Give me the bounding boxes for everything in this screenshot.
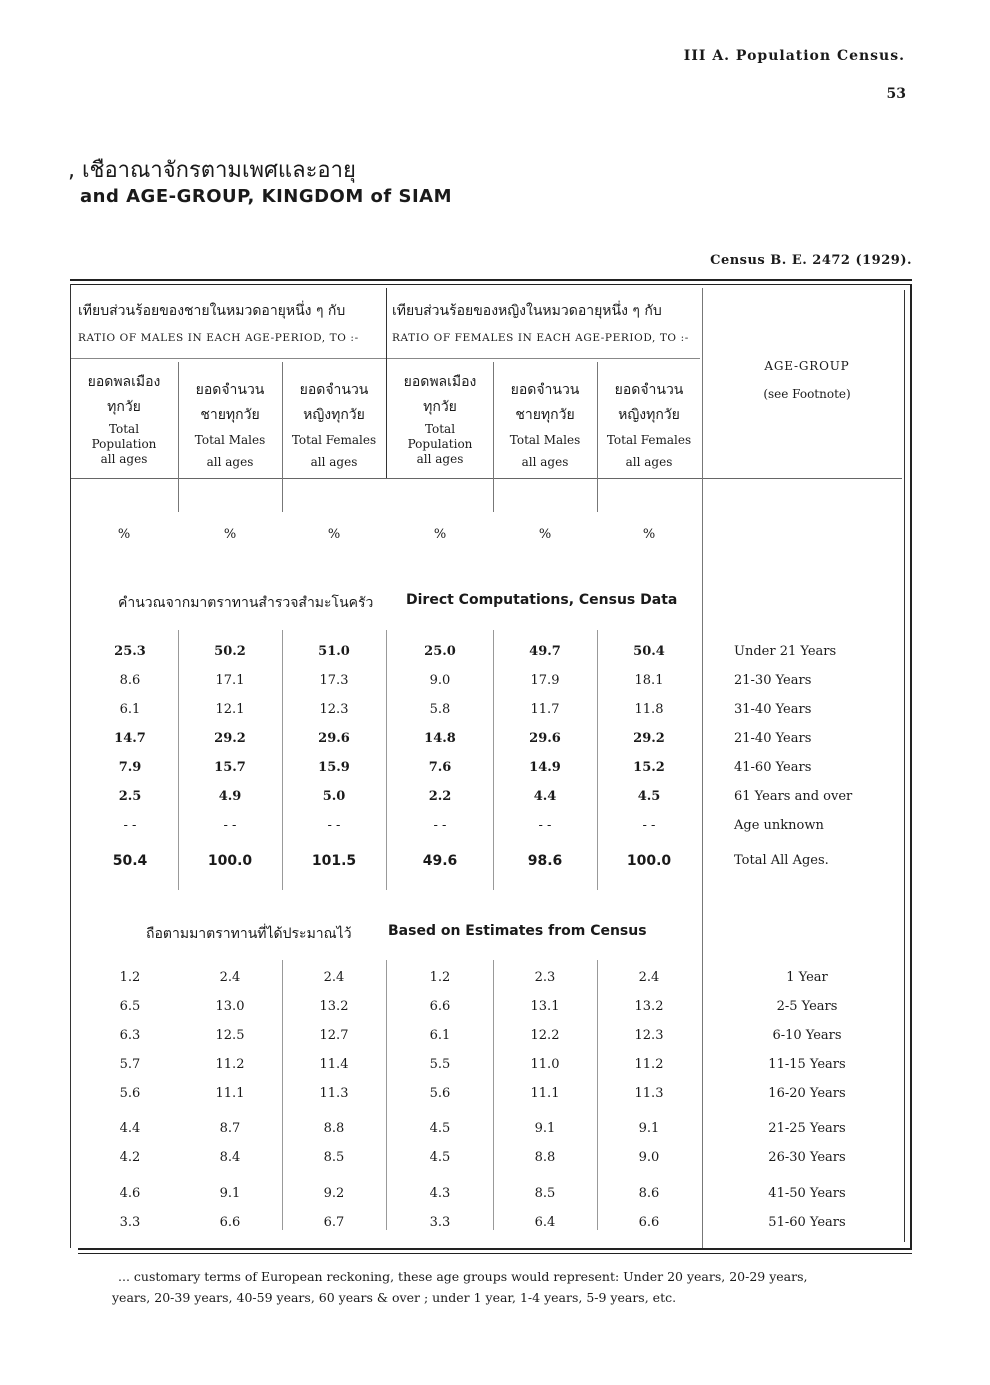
percent-sign: % (327, 527, 341, 542)
col-divider-4-body2 (493, 960, 494, 1230)
page-number: 53 (886, 86, 906, 102)
table-cell: 18.1 (634, 673, 664, 688)
age-group-cell: 41-60 Years (734, 760, 812, 775)
table-cell: 29.6 (529, 731, 561, 746)
col-header-thai: หญิงทุกวัย (303, 407, 365, 423)
col-divider-4-body (493, 630, 494, 890)
table-cell: 6.6 (219, 1215, 241, 1230)
table-cell: 14.8 (424, 731, 456, 746)
table-cell: 98.6 (527, 853, 563, 869)
col-header-thai: ยอดจำนวน (195, 382, 265, 398)
age-group-cell: 21-30 Years (734, 673, 812, 688)
table-cell: 5.0 (322, 789, 346, 804)
table-right-border-inner (904, 290, 905, 1242)
table-cell: 8.4 (219, 1150, 241, 1165)
age-column-border (702, 288, 703, 1248)
table-cell: 15.2 (633, 760, 665, 775)
col-header-english: Total (108, 422, 140, 436)
age-group-cell: Under 21 Years (734, 644, 837, 659)
running-head: III A. Population Census. (683, 48, 905, 64)
table-cell: 4.5 (429, 1150, 451, 1165)
table-cell: 4.3 (429, 1186, 451, 1201)
section2-thai: ถือตามมาตราทานที่ได้ประมาณไว้ (146, 926, 352, 942)
table-cell: 15.9 (318, 760, 350, 775)
title-english: and AGE-GROUP, KINGDOM of SIAM (80, 186, 453, 207)
table-cell: 6.6 (429, 999, 451, 1014)
table-cell: - - (538, 818, 552, 833)
table-cell: 7.6 (428, 760, 452, 775)
table-cell: 6.1 (429, 1028, 451, 1043)
table-top-rule (70, 279, 912, 281)
col-header-english: all ages (521, 455, 569, 469)
table-cell: 12.7 (319, 1028, 349, 1043)
col-header-thai: ทุกวัย (423, 399, 457, 415)
age-group-cell: 16-20 Years (768, 1086, 846, 1101)
table-cell: 11.2 (215, 1057, 245, 1072)
col-header-thai: ยอดจำนวน (510, 382, 580, 398)
table-cell: 11.1 (530, 1086, 560, 1101)
table-cell: 1.2 (119, 970, 141, 985)
col-header-english: all ages (625, 455, 673, 469)
table-cell: 2.3 (534, 970, 556, 985)
table-cell: 8.8 (534, 1150, 556, 1165)
table-cell: 49.6 (422, 853, 458, 869)
table-cell: 14.7 (114, 731, 146, 746)
table-cell: 29.6 (318, 731, 350, 746)
col-header-3 (284, 378, 384, 468)
table-cell: 8.8 (323, 1121, 345, 1136)
col-divider-5-body (597, 630, 598, 890)
age-group-header (712, 352, 902, 408)
age-group-cell: 6-10 Years (772, 1028, 842, 1043)
table-cell: 50.4 (112, 853, 148, 869)
table-cell: 4.2 (119, 1150, 141, 1165)
table-cell: 17.3 (319, 673, 349, 688)
table-cell: 15.7 (214, 760, 246, 775)
col-header-english: all ages (416, 452, 464, 466)
table-cell: 6.3 (119, 1028, 141, 1043)
col-divider-2-body2 (282, 960, 283, 1230)
col-header-thai: ชายทุกวัย (515, 407, 575, 423)
table-cell: 8.5 (323, 1150, 345, 1165)
table-cell: 6.4 (534, 1215, 556, 1230)
table-cell: - - (223, 818, 237, 833)
section1-english: Direct Computations, Census Data (406, 592, 678, 608)
footnote-line-2: years, 20-39 years, 40-59 years, 60 years & over ; under 1 year, 1-4 years, 5-9 years, etc. (112, 1290, 677, 1305)
table-cell: 8.7 (219, 1121, 241, 1136)
age-group-cell: 2-5 Years (776, 999, 838, 1014)
age-group-cell: 21-25 Years (768, 1121, 846, 1136)
col-header-english: all ages (310, 455, 358, 469)
table-cell: 13.2 (634, 999, 664, 1014)
table-cell: - - (327, 818, 341, 833)
table-cell: 6.1 (119, 702, 141, 717)
col-header-english: Population (407, 437, 473, 451)
table-cell: 6.5 (119, 999, 141, 1014)
table-cell: 50.4 (633, 644, 665, 659)
census-label: Census B. E. 2472 (1929). (710, 253, 912, 268)
table-cell: 13.0 (215, 999, 245, 1014)
table-cell: 11.4 (319, 1057, 349, 1072)
table-cell: 3.3 (119, 1215, 141, 1230)
col-header-english: Total (424, 422, 456, 436)
age-group-header-note: (see Footnote) (763, 387, 851, 401)
col-divider-5 (597, 362, 598, 512)
age-group-cell: 1 Year (786, 970, 828, 985)
table-cell: 6.7 (323, 1215, 345, 1230)
table-cell: 5.6 (429, 1086, 451, 1101)
table-bottom-rule (78, 1248, 912, 1250)
table-cell: 9.2 (323, 1186, 345, 1201)
col-header-thai: หญิงทุกวัย (618, 407, 680, 423)
col-header-thai: ยอดพลเมือง (87, 374, 161, 390)
males-group-english: RATIO OF MALES IN EACH AGE-PERIOD, TO :- (78, 332, 359, 344)
table-cell: 11.1 (215, 1086, 245, 1101)
table-cell: 100.0 (207, 853, 253, 869)
col-header-english: Total Males (509, 433, 581, 447)
table-bottom-rule-inner (78, 1253, 912, 1254)
table-cell: 49.7 (529, 644, 561, 659)
age-group-cell: 31-40 Years (734, 702, 812, 717)
title-thai: , เชือาณาจักรตามเพศและอายุ (68, 158, 356, 183)
col-header-4 (388, 370, 492, 465)
col-header-english: Total Males (194, 433, 266, 447)
col-header-6 (599, 378, 699, 468)
table-cell: 50.2 (214, 644, 246, 659)
table-cell: 1.2 (429, 970, 451, 985)
table-cell: 29.2 (214, 731, 246, 746)
col-header-thai: ยอดจำนวน (299, 382, 369, 398)
table-cell: 13.1 (530, 999, 560, 1014)
table-cell: - - (642, 818, 656, 833)
header-divider (70, 478, 902, 479)
section2-english: Based on Estimates from Census (388, 923, 647, 939)
table-cell: 5.7 (119, 1057, 141, 1072)
table-cell: 5.8 (429, 702, 451, 717)
table-cell: 11.8 (634, 702, 664, 717)
table-cell: 2.4 (219, 970, 241, 985)
col-header-english: Total Females (606, 433, 692, 447)
age-group-cell: 21-40 Years (734, 731, 812, 746)
table-cell: 17.9 (530, 673, 560, 688)
table-cell: - - (123, 818, 137, 833)
table-cell: 17.1 (215, 673, 245, 688)
table-cell: 9.0 (638, 1150, 660, 1165)
table-cell: 11.3 (634, 1086, 664, 1101)
table-cell: 4.4 (119, 1121, 141, 1136)
table-cell: 2.4 (323, 970, 345, 985)
table-cell: 8.6 (119, 673, 141, 688)
percent-sign: % (117, 527, 131, 542)
col-header-2 (180, 378, 280, 468)
age-group-cell: Age unknown (734, 818, 824, 833)
table-cell: 9.1 (638, 1121, 660, 1136)
table-cell: 14.9 (529, 760, 561, 775)
table-cell: 12.1 (215, 702, 245, 717)
table-left-border (70, 284, 71, 1248)
col-divider-5-body2 (597, 960, 598, 1230)
table-cell: 4.9 (218, 789, 242, 804)
table-cell: 29.2 (633, 731, 665, 746)
table-cell: 5.5 (429, 1057, 451, 1072)
percent-sign: % (223, 527, 237, 542)
table-cell: 8.5 (534, 1186, 556, 1201)
col-header-english: Population (91, 437, 157, 451)
table-cell: 11.7 (530, 702, 560, 717)
group-separator (386, 288, 387, 478)
table-cell: 101.5 (311, 853, 357, 869)
col-header-thai: ชายทุกวัย (200, 407, 260, 423)
table-cell: 12.3 (319, 702, 349, 717)
col-divider-2-body (282, 630, 283, 890)
table-cell: 9.0 (429, 673, 451, 688)
col-header-english: all ages (206, 455, 254, 469)
table-cell: 11.0 (530, 1057, 560, 1072)
table-cell: 51.0 (318, 644, 350, 659)
table-cell: 2.2 (428, 789, 452, 804)
table-cell: 11.2 (634, 1057, 664, 1072)
table-cell: 4.5 (429, 1121, 451, 1136)
section1-thai: คำนวณจากมาตราทานสำรวจสำมะโนครัว (118, 595, 374, 611)
table-cell: 7.9 (118, 760, 142, 775)
females-group-thai: เทียบส่วนร้อยของหญิงในหมวดอายุหนึ่ง ๆ กับ (392, 303, 662, 319)
percent-sign: % (433, 527, 447, 542)
col-divider-2 (282, 362, 283, 512)
table-cell: 25.0 (424, 644, 456, 659)
age-group-header-title: AGE-GROUP (764, 359, 850, 373)
age-group-cell: 41-50 Years (768, 1186, 846, 1201)
age-group-cell: 51-60 Years (768, 1215, 846, 1230)
table-cell: 12.5 (215, 1028, 245, 1043)
table-cell: 6.6 (638, 1215, 660, 1230)
table-cell: 11.3 (319, 1086, 349, 1101)
table-cell: 100.0 (626, 853, 672, 869)
age-group-cell: Total All Ages. (734, 853, 829, 868)
females-group-english: RATIO OF FEMALES IN EACH AGE-PERIOD, TO :- (392, 332, 689, 344)
col-divider-4 (493, 362, 494, 512)
age-group-cell: 11-15 Years (768, 1057, 846, 1072)
table-cell: - - (433, 818, 447, 833)
age-group-cell: 61 Years and over (734, 789, 853, 804)
table-cell: 12.2 (530, 1028, 560, 1043)
col-header-5 (495, 378, 595, 468)
table-cell: 2.5 (118, 789, 142, 804)
col-header-1 (72, 370, 176, 465)
table-cell: 4.5 (637, 789, 661, 804)
table-cell: 5.6 (119, 1086, 141, 1101)
males-group-thai: เทียบส่วนร้อยของชายในหมวดอายุหนึ่ง ๆ กับ (78, 303, 346, 319)
table-right-border (910, 284, 912, 1248)
col-header-thai: ทุกวัย (107, 399, 141, 415)
table-cell: 9.1 (534, 1121, 556, 1136)
percent-sign: % (642, 527, 656, 542)
table-top-rule-inner (70, 284, 912, 285)
col-header-thai: ยอดจำนวน (614, 382, 684, 398)
footnote (112, 1266, 918, 1308)
table-cell: 13.2 (319, 999, 349, 1014)
col-divider-1 (178, 362, 179, 512)
age-group-cell: 26-30 Years (768, 1150, 846, 1165)
table-cell: 4.4 (533, 789, 557, 804)
group-divider (70, 358, 700, 359)
table-cell: 2.4 (638, 970, 660, 985)
table-cell: 25.3 (114, 644, 146, 659)
table-cell: 3.3 (429, 1215, 451, 1230)
table-cell: 4.6 (119, 1186, 141, 1201)
col-header-thai: ยอดพลเมือง (403, 374, 477, 390)
percent-sign: % (538, 527, 552, 542)
col-header-english: all ages (100, 452, 148, 466)
footnote-line-1: ... customary terms of European reckoning, these age groups would represent: Under 20 years, 20-29 years, (118, 1269, 808, 1284)
table-cell: 9.1 (219, 1186, 241, 1201)
table-cell: 12.3 (634, 1028, 664, 1043)
col-header-english: Total Females (291, 433, 377, 447)
group-separator-body (386, 630, 387, 890)
table-cell: 8.6 (638, 1186, 660, 1201)
group-separator-body2 (386, 960, 387, 1230)
